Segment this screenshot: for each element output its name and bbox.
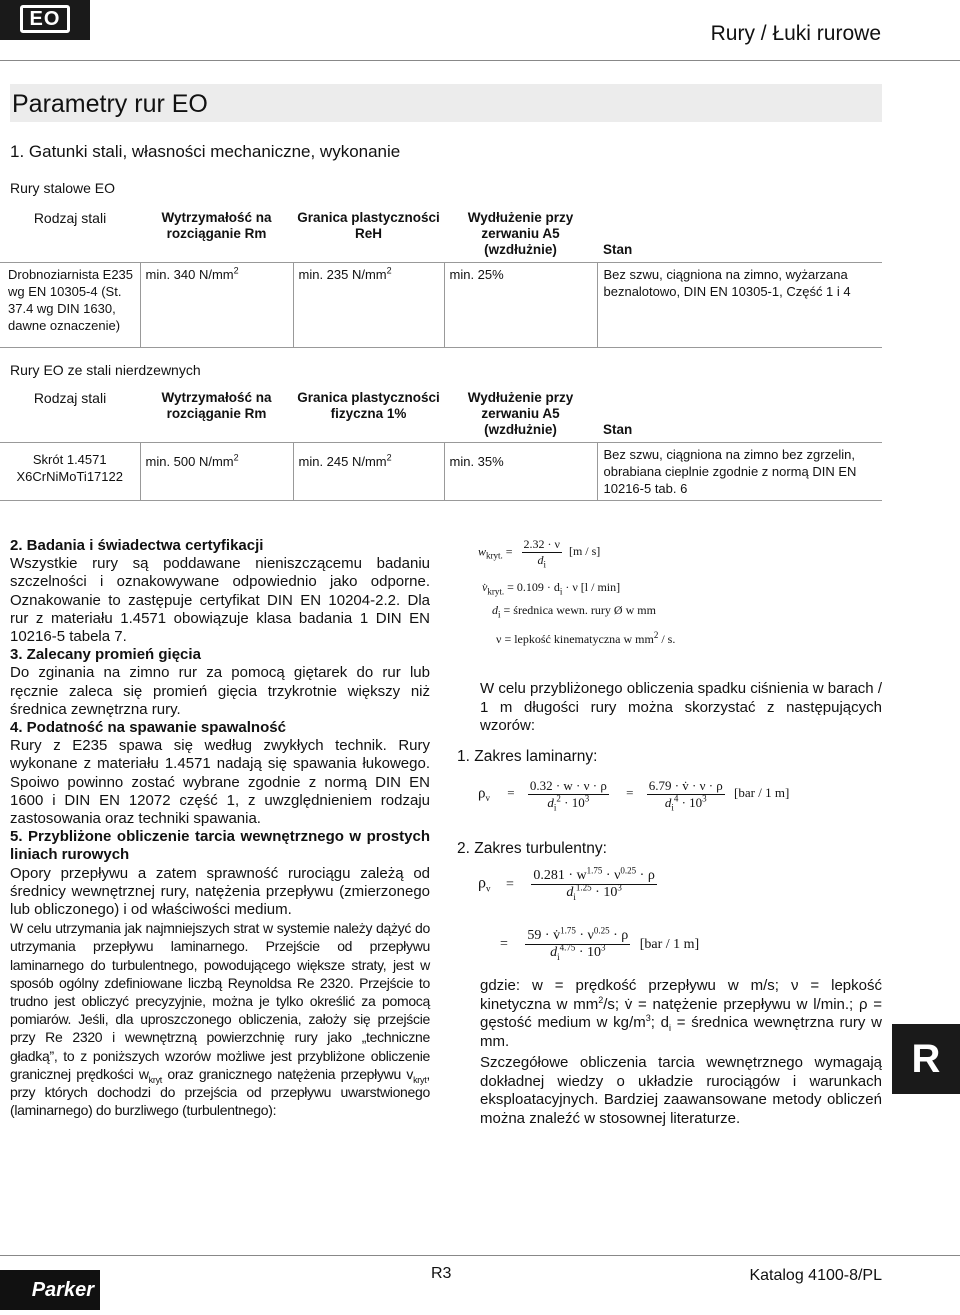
col-header: Rodzaj stali xyxy=(33,390,107,406)
footer-divider xyxy=(0,1255,960,1256)
eo-logo: EO xyxy=(0,0,90,40)
table-cell: min. 235 $N/mm^2$ xyxy=(293,263,444,348)
col-header: Wydłużenie przy zerwaniu A5 (wzdłużnie) xyxy=(467,390,574,437)
formula-nu-def: ν = lepkość kinematyczna w $mm^2$ / s. xyxy=(496,630,676,646)
section5-body-a: Opory przepływu a zatem sprawność rurociągu zależą od średnicy wewnętrznej rury, natężenia przepływu (zmierzonego lub obliczonego) i od właściwości medium. xyxy=(10,864,430,919)
section3-body: Do zginania na zimno rur za pomocą giętarek do rur lub ręcznie zaleca się promień gięcia trzykrotnie większy niż średnica zewnętrzna rury. xyxy=(10,664,430,718)
table-cell: min. 245 $N/mm^2$ xyxy=(293,443,444,501)
page-title-bar xyxy=(10,84,882,122)
col-header: Granica plastyczności fizyczna 1% xyxy=(297,390,440,421)
table-cell: min. 35% xyxy=(444,443,597,501)
page-title: Parametry rur EO xyxy=(12,90,208,118)
col-header: Wytrzymałość na rozciąganie Rm xyxy=(161,210,272,241)
table-cell: Bez szwu, ciągniona na zimno, wyżarzana beznalotowo, DIN EN 10305-1, Część 1 i 4 xyxy=(597,263,882,348)
page-number: R3 xyxy=(431,1265,452,1282)
col-header: Stan xyxy=(603,242,633,257)
closing-paragraph: Szczegółowe obliczenia tarcia wewnętrznego wymagają dokładnej wiedzy o układzie rurociągów i warunkach eksploatacyjnych. Bardziej zaawansowane metody obliczeń można znaleźć w stosownej literaturze. xyxy=(480,1054,882,1127)
section2-body: Wszystkie rury są poddawane nieniszczącemu badaniu szczelności i oznakowywane odpowiednio jako odporne. Oznakowanie to zastępuje certyfikat DIN EN 10204-2.2. Dla rur z materiału 1.4571 obowiązuje klasa badania 1 DIN EN 10216-5 tabela 7. xyxy=(10,555,430,646)
section4-body: Rury z E235 spawa się według zwykłych technik. Rury wykonane z materiału 1.4571 nadają się spawania łukowego. Spoiwo powinno zostać wybrane zgodnie z normą DIN EN 1600 i DIN EN 12072 część 1, z uwzględnieniem rodzaju zastosowania oraz techniki spawania. xyxy=(10,737,430,828)
laminar-title: 1. Zakres laminarny: xyxy=(457,748,598,765)
table-cell: Drobnoziarnista E235 wg EN 10305-4 (St. 37.4 wg DIN 1630, dawne oznaczenie) xyxy=(0,263,140,348)
table1-caption: Rury stalowe EO xyxy=(10,180,116,196)
section1-title: 1. Gatunki stali, własności mechaniczne, wykonanie xyxy=(10,142,401,161)
col-header: Wytrzymałość na rozciąganie Rm xyxy=(161,390,272,421)
section3-title: 3. Zalecany promień gięcia xyxy=(10,646,201,664)
variables-legend: gdzie: w = prędkość przepływu w m/s; ν = lepkość kinetyczna w $mm^2/s$; v̇ = natężenie przepływu w l/min.; ρ = gęstość medium w $kg/m^3$; $d_i$ = średnica wewnętrzna rury w mm. xyxy=(480,977,882,1050)
left-text-column xyxy=(10,537,430,1120)
col-header: Rodzaj stali xyxy=(33,210,107,226)
formula-turbulent-2: = $\frac{59 \cdot v̇^{1.75} \cdot \nu^{0.25} \cdot \rho}{d_i^{4.75} \cdot 10^3}$ [bar / 1 m] xyxy=(500,925,700,962)
col-header: Granica plastyczności ReH xyxy=(297,210,440,241)
table-cell: Bez szwu, ciągniona na zimno bez zgrzelin, obrabiana cieplnie zgodnie z normą DIN EN 10216-5 tab. 6 xyxy=(597,443,882,501)
col-header: Wydłużenie przy zerwaniu A5 (wzdłużnie) xyxy=(467,210,574,257)
formula-w-kryt: $w_{kryt.}$ = $\frac{2.32 \cdot \nu}{d_i}$ [m / s] xyxy=(478,537,601,570)
section5-title: 5. Przybliżone obliczenie tarcia wewnętrznego w prostych liniach rurowych xyxy=(10,828,430,864)
section-badge: R xyxy=(892,1024,960,1094)
formula-di-def: $d_i$ = średnica wewn. rury Ø w mm xyxy=(492,603,656,620)
catalog-number: Katalog 4100-8/PL xyxy=(749,1267,882,1284)
steel-table-1 xyxy=(0,210,882,348)
formula-v-kryt: $v̇_{kryt.} = 0.109 \cdot d_i \cdot \nu$ [l / min] xyxy=(482,580,621,597)
table-cell: min. 25% xyxy=(444,263,597,348)
section4-title: 4. Podatność na spawanie spawalność xyxy=(10,719,286,737)
pressure-drop-intro: W celu przybliżonego obliczenia spadku ciśnienia w barach / 1 m długości rury można skorzystać z następujących wzorów: xyxy=(480,680,882,734)
table-cell: min. 340 $N/mm^2$ xyxy=(140,263,293,348)
steel-table-2 xyxy=(0,390,882,501)
parker-logo: Parker xyxy=(0,1270,100,1310)
formula-turbulent-1: $\rho_v$ = $\frac{0.281 \cdot w^{1.75} \cdot \nu^{0.25} \cdot \rho}{d_i^{1.25} \cdot 10^3}$ xyxy=(478,865,655,902)
header-title: Rury / Łuki rurowe xyxy=(710,22,881,45)
header-divider xyxy=(0,60,960,61)
turbulent-title: 2. Zakres turbulentny: xyxy=(457,840,607,857)
section5-body-b: W celu utrzymania jak najmniejszych strat w systemie należy dążyć do utrzymania przepływu laminarnego. Przejście od przepływu laminarnego do turbulentnego, powodującego większe straty, jest w sposób ogólny zdefiniowane liczbą Reynoldsa Re 2320. Przejście to trudno jest obliczyć precyzyjnie, można je tylko określić za pomocą pomiarów. Jeśli, dla uproszczonego obliczenia, założy się przejście przy Re 2320 i wewnętrzną powierzchnię rury jako „techniczne gładką”, to z poniższych wzorów możliwe jest przybliżone obliczenie granicznej prędkości $w_{kryt}$ oraz granicznego natężenia przepływu $v_{kryt}$, przy których dochodzi do przejścia od przepływu uwarstwionego (laminarnego) do burzliwego (turbulentnego): xyxy=(10,920,430,1119)
section2-title: 2. Badania i świadectwa certyfikacji xyxy=(10,537,264,554)
table-cell: min. 500 $N/mm^2$ xyxy=(140,443,293,501)
table2-caption: Rury EO ze stali nierdzewnych xyxy=(10,362,201,378)
formula-laminar: $\rho_v$ = $\frac{0.32 \cdot w \cdot \nu \cdot \rho}{d_i^2 \cdot 10^3}$ = $\frac{6.79 \cdot v̇ \cdot \nu \cdot \rho}{d_i^4 \cdot 10^3}$ [bar / 1 m] xyxy=(478,778,790,813)
col-header: Stan xyxy=(603,422,633,437)
table-cell: Skrót 1.4571 X6CrNiMoTi17122 xyxy=(0,443,140,501)
